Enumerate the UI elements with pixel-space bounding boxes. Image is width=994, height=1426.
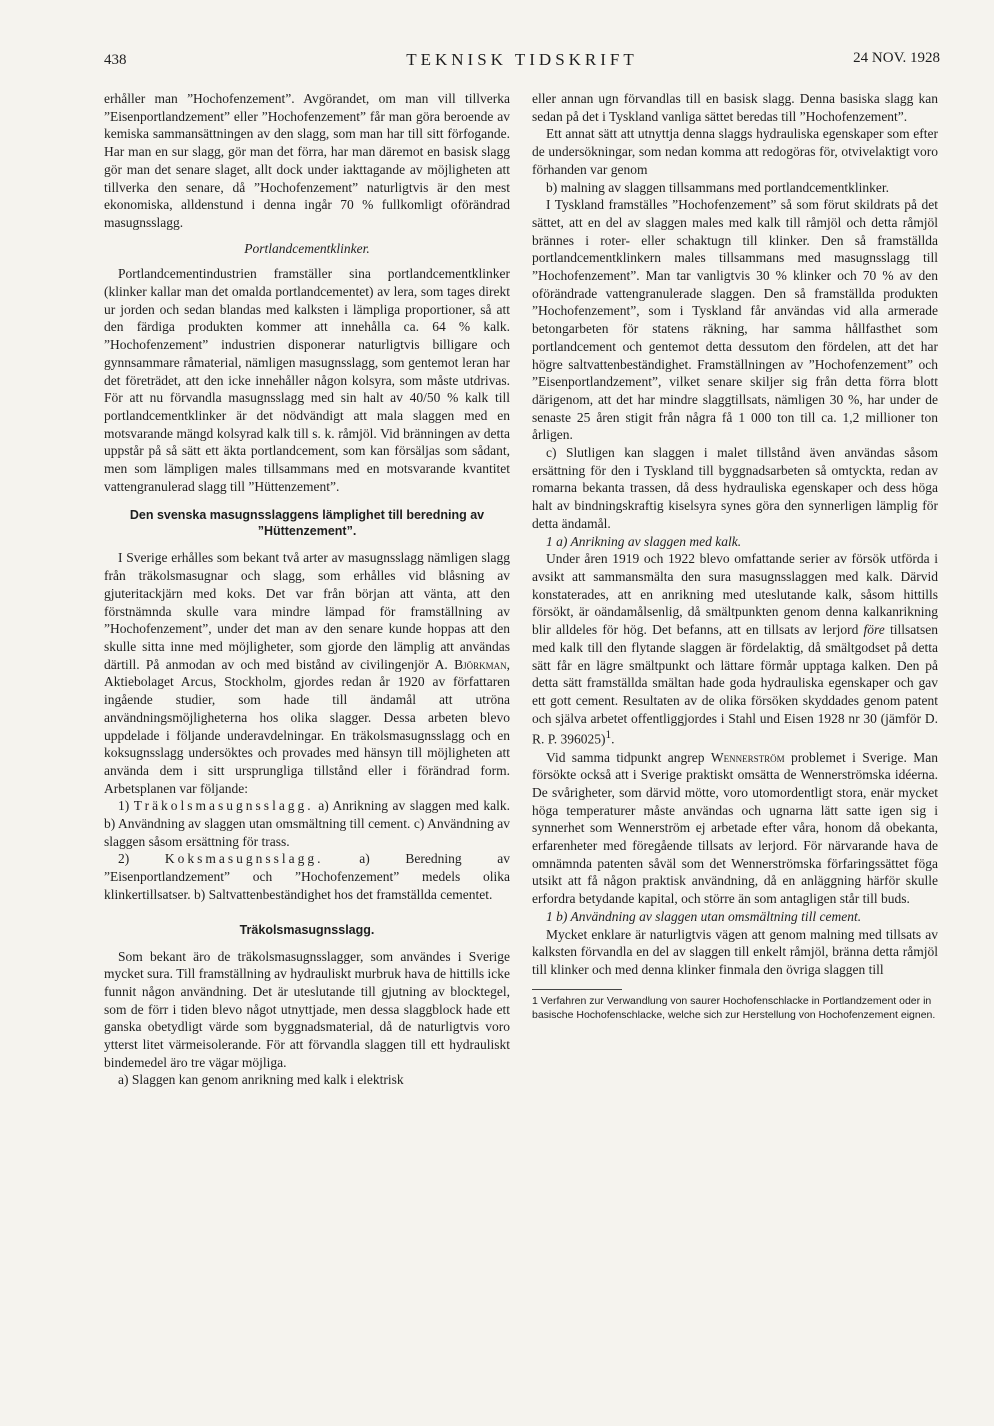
issue-date: 24 NOV. 1928 — [853, 50, 940, 66]
subheading-portlandcementklinker: Portlandcementklinker. — [244, 240, 370, 256]
footnote: 1 Verfahren zur Verwandlung von saurer Hochofenschlacke in Portlandzement oder in basische Hochofenschlacke, welche sich zur Herstellung von Hochofenzement eignen. — [532, 994, 936, 1021]
paragraph: Portlandcementindustrien framställer sina portlandcementklinker (klinker kallar man det omalda portlandcementet) av lera, som tages direkt ur jorden och sedan blandas med kalksten i lämpliga proportioner, så att den färdiga produkten kommer att innehålla ca. 64 % kalk. ”Hochofenzement” industrien disponerar naturligtvis billigare och gynnsammare råmaterial, nämligen masugnsslagg, som gentemot leran har det företrädet, att den icke innehåller någon kolsyra, som måste utdrivas. För att nu förvandla masugnsslagg med sin halt av 40/50 % kalk till portlandcementklinker är det nödvändigt att mala slaggen med en motsvarande mängd kolsyrad kalk till s. k. råmjöl. Vid bränningen av detta uppstår på så sätt ett äkta portlandcement, som kan försäljas som sådant, men som lämpligen males tillsammans med en motsvarande kvantitet vattengranulerad slagg till ”Hüttenzement”. — [104, 266, 510, 494]
paragraph: Under åren 1919 och 1922 blevo omfattande serier av försök utförda i avsikt att sammansmälta den sura masugnsslaggen med kalk. Därvid konstaterades, att en anrikning med uteslutande kalk, såsom hittills försökt, är oändamålsenlig, då smältpunkten genom denna kalkanrikning blir alldeles för hög. Det befanns, att en tillsats av lerjord före tillsatsen med kalk till den flytande slaggen är fördelaktig, då smältgodset på detta sätt får en lägre smältpunkt och lättare förmår upptaga kalken. Den på detta sätt framställda smältan hade goda hydrauliska egenskaper och gav ett gott cement. Resultaten av de olika försöken skyddades genom patent och själva arbetet offentliggjordes i Stahl und Eisen 1928 nr 30 (jämför D. R. P. 396025)$^1$. — [532, 551, 938, 747]
paragraph: I Sverige erhålles som bekant två arter av masugnsslagg nämligen slagg från träkolsmasugnar och slagg, som erhålles vid blåsning av gjuteritackjärn med koks. Det var från början att vänta, att den förstnämnda skulle vara mindre lämpad för framställning av ”Hochofenzement”, under det man av den senare kunde hoppas att den skulle sitta inne med möjligheter, som gjorde den lämplig att användas därtill. På anmodan av och med bistånd av civilingenjör A. Björkman, Aktiebolaget Arcus, Stockholm, gjordes redan år 1920 av författaren ingående studier, som hade till ändamål att utröna användningsmöjligheterna hos olika slagger. Dessa arbeten blevo uppdelade i följande underavdelningar. En träkolsmasugnsslagg och en koksugnsslagg undersöktes och provades med hänsyn till möjligheten att använda dem i sitt ursprungliga tillstånd eller i förändrad form. Arbetsplanen var följande: — [104, 550, 510, 796]
author-name: Björkman — [454, 656, 507, 672]
page-header — [104, 50, 940, 74]
list-item: 1) Träkolsmasugnsslagg. a) Anrikning av slaggen med kalk. b) Användning av slaggen utan omsmältning till cement. c) Användning av slaggen såsom ersättning för trass. — [104, 798, 510, 849]
page-number: 438 — [104, 52, 127, 68]
paragraph: eller annan ugn förvandlas till en basisk slagg. Denna basiska slagg kan sedan på det i Tyskland vanliga sättet beredas till ”Hochofenzement”. — [532, 91, 938, 124]
section-heading-trakolsmasugnsslagg: Träkolsmasugnsslagg. — [239, 922, 375, 937]
list-item: 2) Koksmasugnsslagg. a) Beredning av ”Eisenportlandzement” och ”Hochofenzement” medels olika klinkertillsatser. b) Saltvattenbeständighet hos det framställda cementet. — [104, 851, 511, 902]
footnote-divider — [532, 989, 622, 990]
paragraph: c) Slutligen kan slaggen i malet tillstånd även användas såsom ersättning för den i Tyskland till byggnadsarbeten så omtyckta, redan av romarna bekanta trassen, då dess hydrauliska egenskaper och dess höga halt av bindningskraftig kiselsyra synes göra den synnerligen lämplig för detta ändamål. — [532, 445, 938, 531]
paragraph: Mycket enklare är naturligtvis vägen att genom malning med tillsats av kalksten förvandla en del av slaggen till enkelt råmjöl, bränna detta råmjöl till klinker och med denna klinker finmala den övriga slaggen till — [532, 926, 938, 977]
footnote-marker: 1 — [605, 729, 612, 742]
paragraph: Ett annat sätt att utnyttja denna slaggs hydrauliska egenskaper som efter de undersökningar, som nedan komma att redogöras för, otvivelaktigt voro förhanden var genom — [532, 126, 938, 177]
person-name: Wennerström — [710, 749, 785, 765]
paragraph: Vid samma tidpunkt angrep Wennerström problemet i Sverige. Man försökte också att i Sverige praktiskt omsätta de Wennerströmska idéerna. De svårigheter, som därvid mötte, voro utomordentligt stora, enär mycket höga temperaturer måste användas och ugnarna lätt satte igen sig i synnerhet som Wennerström ej arbetade efter våra, honom då obekanta, erfarenheter med föregående tillsats av lerjord. För närvarande hava de omnämnda patenten såväl som det Wennerströmska förfaringssättet föga utsikt att få någon praktisk användning, då en anläggning härför skulle erfordra betydande kapital, och större än som antagligen står till buds. — [532, 749, 938, 907]
right-column — [532, 90, 938, 1022]
section-heading-svenska-masugnsslaggen: Den svenska masugnsslaggens lämplighet till beredning av ”Hüttenzement”. — [129, 508, 485, 539]
paragraph: b) malning av slaggen tillsammans med portlandcementklinker. — [546, 179, 890, 195]
subheading-anvandning: 1 b) Användning av slaggen utan omsmältning till cement. — [546, 908, 862, 924]
paragraph: a) Slaggen kan genom anrikning med kalk i elektrisk — [118, 1072, 404, 1088]
paragraph: I Tyskland framställes ”Hochofenzement” så som förut skildrats på det sättet, att en del av slaggen males med kalk till råmjöl och detta råmjöl brännes i roter- eller schaktugn till klinker. Den så framställda portlandcementklinkern males tillsammans med masugnsslagg till ”Hochofenzement”. Man tar vanligtvis 30 % klinker och 70 % av den oförändrade vattengranulerade slaggen. Den så framställda produkten ”Hochofenzement”, som i Tyskland får användas vid alla armerade betongarbeten för statens räkning, har samma hållfasthet som portlandcement och gentemot detta dessutom den fördelen, att det har högre saltvattenbeständighet. Framställningen av ”Hochofenzement” och ”Eisenportlandzement”, vilket senare skiljer sig från detta förra blott därigenom, att det har mindre slaggtillsats, nämligen 30 %, har under de senaste 25 åren stigit från några få 1 000 ton till ca. 1,2 millioner ton årligen. — [532, 197, 938, 443]
journal-title: TEKNISK TIDSKRIFT — [406, 50, 638, 69]
paragraph: Som bekant äro de träkolsmasugnsslagger, som användes i Sverige mycket sura. Till framställning av hydrauliskt murbruk hava de hittills icke funnit någon användning. Det är uteslutande till gjutning av blocktegel, som de förr i tiden blevo något utnyttjade, men dessa slaggblock hade ett ganska obetydligt värde som byggnadsmaterial, då de naturligtvis voro ytterst litet värmeisolerande. För att förvandla slaggen till ett hydrauliskt bindemedel äro tre vägar möjliga. — [104, 948, 510, 1070]
left-column — [104, 90, 510, 1089]
subheading-anrikning: 1 a) Anrikning av slaggen med kalk. — [546, 533, 742, 549]
paragraph: erhåller man ”Hochofenzement”. Avgörandet, om man vill tillverka ”Eisenportlandzement” eller ”Hochofenzement” får man göra beroende av kemiska sammansättningen av den slagg, som man har till sitt förfogande. Har man en sur slagg, gör man det förra, har man däremot en basisk slagg gör man det senare slaget, allt dock under iakttagande av möjligheten att tillverka den senare, då ”Hochofenzement” naturligtvis är den mest ekonomiska, alldenstund i denna ingår 70 % fullkomligt oförändrad masugnsslagg. — [104, 91, 510, 230]
